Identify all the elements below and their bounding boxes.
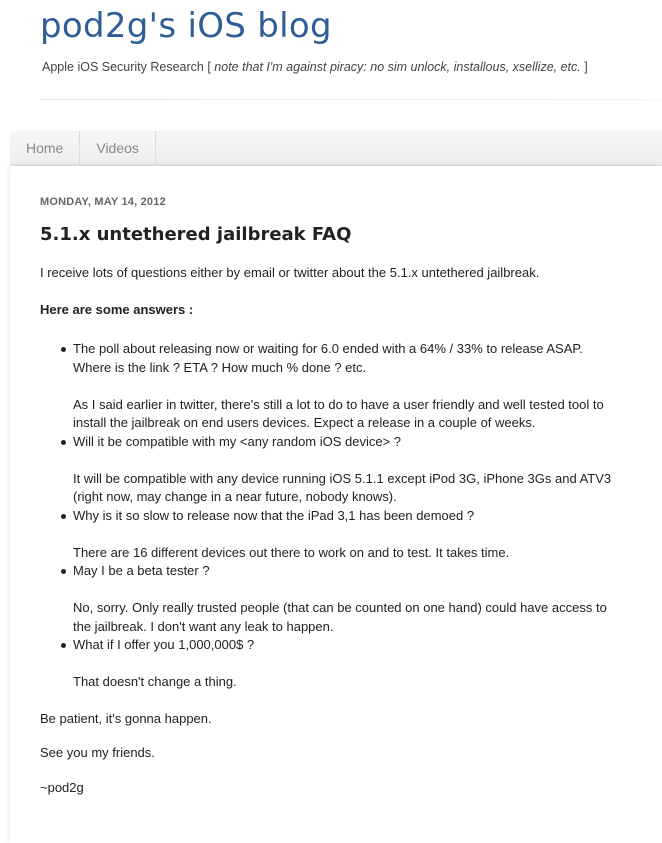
faq-item: [73, 562, 620, 636]
blog-title[interactable]: pod2g's iOS blog: [40, 6, 332, 46]
closing-line: Be patient, it's gonna happen.: [40, 710, 212, 726]
page-tabs: [10, 131, 662, 166]
blog-description-suffix: ]: [580, 60, 588, 74]
faq-item: [73, 433, 620, 507]
post-date: MONDAY, MAY 14, 2012: [40, 196, 166, 208]
post-title[interactable]: 5.1.x untethered jailbreak FAQ: [40, 224, 352, 245]
faq-question: May I be a beta tester ?: [73, 563, 210, 578]
faq-item: [73, 636, 620, 692]
answers-heading: Here are some answers :: [40, 301, 194, 317]
blog-description-note: note that I'm against piracy: no sim unlock, installous, xsellize, etc.: [214, 60, 581, 74]
closing-line: See you my friends.: [40, 745, 155, 760]
faq-question: Will it be compatible with my <any random iOS device> ?: [73, 433, 402, 449]
faq-question: What if I offer you 1,000,000$ ?: [73, 637, 255, 652]
faq-answer: It will be compatible with any device running iOS 5.1.1 except iPod 3G, iPhone 3Gs and ATV3 (right now, may change in a near future, nobody knows).: [73, 470, 612, 504]
signature: ~pod2g: [40, 779, 84, 795]
header-divider: [40, 99, 662, 100]
blog-description-prefix: Apple iOS Security Research [: [42, 60, 215, 74]
post-body: [40, 264, 620, 797]
faq-question: The poll about releasing now or waiting for 6.0 ended with a 64% / 33% to release ASAP. Where is the link ? ETA ? How much % done ? etc.: [73, 341, 583, 375]
faq-answer: That doesn't change a thing.: [73, 674, 237, 689]
faq-list: [40, 340, 620, 692]
faq-item: [73, 340, 620, 433]
post-intro: I receive lots of questions either by email or twitter about the 5.1.x untethered jailbreak.: [40, 265, 540, 280]
main-content: [10, 166, 662, 843]
faq-answer: No, sorry. Only really trusted people (that can be counted on one hand) could have access to the jailbreak. I don't want any leak to happen.: [73, 600, 607, 634]
blog-description: [42, 60, 588, 74]
tab-home[interactable]: Home: [10, 131, 80, 165]
faq-item: [73, 507, 620, 563]
faq-answer: As I said earlier in twitter, there's still a lot to do to have a user friendly and well tested tool to install the jailbreak on end users devices. Expect a release in a couple of weeks.: [73, 396, 604, 430]
faq-question: Why is it so slow to release now that the iPad 3,1 has been demoed ?: [73, 507, 475, 523]
faq-answer: There are 16 different devices out there to work on and to test. It takes time.: [73, 544, 510, 560]
tab-videos[interactable]: Videos: [80, 131, 156, 165]
